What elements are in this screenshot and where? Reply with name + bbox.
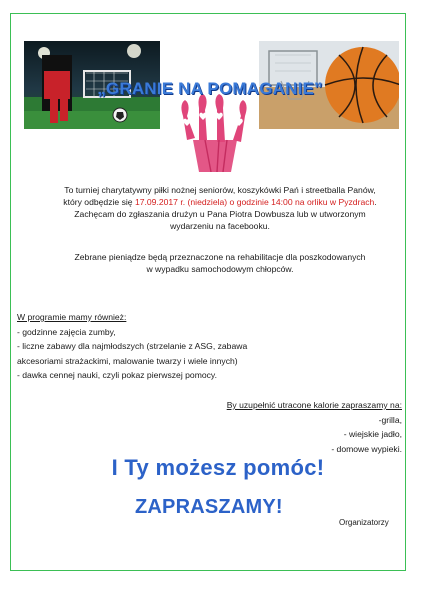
intro-line-1: To turniej charytatywny piłki nożnej seniorów, koszykówki Pań i streetballa Panów,: [64, 185, 376, 195]
food-item: - domowe wypieki.: [331, 443, 402, 454]
food-list: [142, 398, 402, 456]
intro-line-2-suffix: .: [374, 197, 377, 207]
program-item: - godzinne zajęcia zumby,: [17, 326, 116, 337]
intro-paragraph: [30, 184, 410, 232]
program-item: akcesoriami strażackimi, malowanie twarzy i wiele innych): [17, 355, 238, 366]
event-date-location: 17.09.2017 r. (niedziela) o godzinie 14:00 na orliku w Pyzdrach: [134, 197, 375, 207]
signature: Organizatorzy: [339, 518, 389, 527]
program-list: [17, 310, 327, 383]
event-title: „GRANIE NA POMAGANIE”: [97, 79, 323, 98]
money-line-1: Zebrane pieniądze będą przeznaczone na rehabilitacje dla poszkodowanych: [74, 252, 366, 262]
program-item: - dawka cennej nauki, czyli pokaz pierwszej pomocy.: [17, 370, 217, 380]
intro-line-2-prefix: który odbędzie się: [63, 197, 135, 207]
food-item: - wiejskie jadło,: [343, 429, 402, 439]
food-item: -grilla,: [378, 414, 402, 425]
intro-line-2: [30, 196, 410, 208]
money-paragraph: [40, 251, 400, 275]
intro-line-4: wydarzeniu na facebooku.: [170, 221, 270, 231]
intro-line-3: Zachęcam do zgłaszania drużyn u Pana Piotra Dowbusza lub w utworzonym: [74, 209, 366, 219]
slogan: I Ty możesz pomóc!: [111, 455, 325, 480]
program-heading: W programie mamy również:: [17, 312, 127, 322]
program-item: - liczne zabawy dla najmłodszych (strzelanie z ASG, zabawa: [17, 341, 248, 351]
raised-hands-hearts-logo: [165, 90, 265, 172]
money-line-2: w wypadku samochodowym chłopców.: [146, 264, 294, 274]
food-heading: By uzupełnić utracone kalorie zapraszamy na:: [226, 400, 402, 410]
invite-heading: ZAPRASZAMY!: [135, 496, 283, 518]
